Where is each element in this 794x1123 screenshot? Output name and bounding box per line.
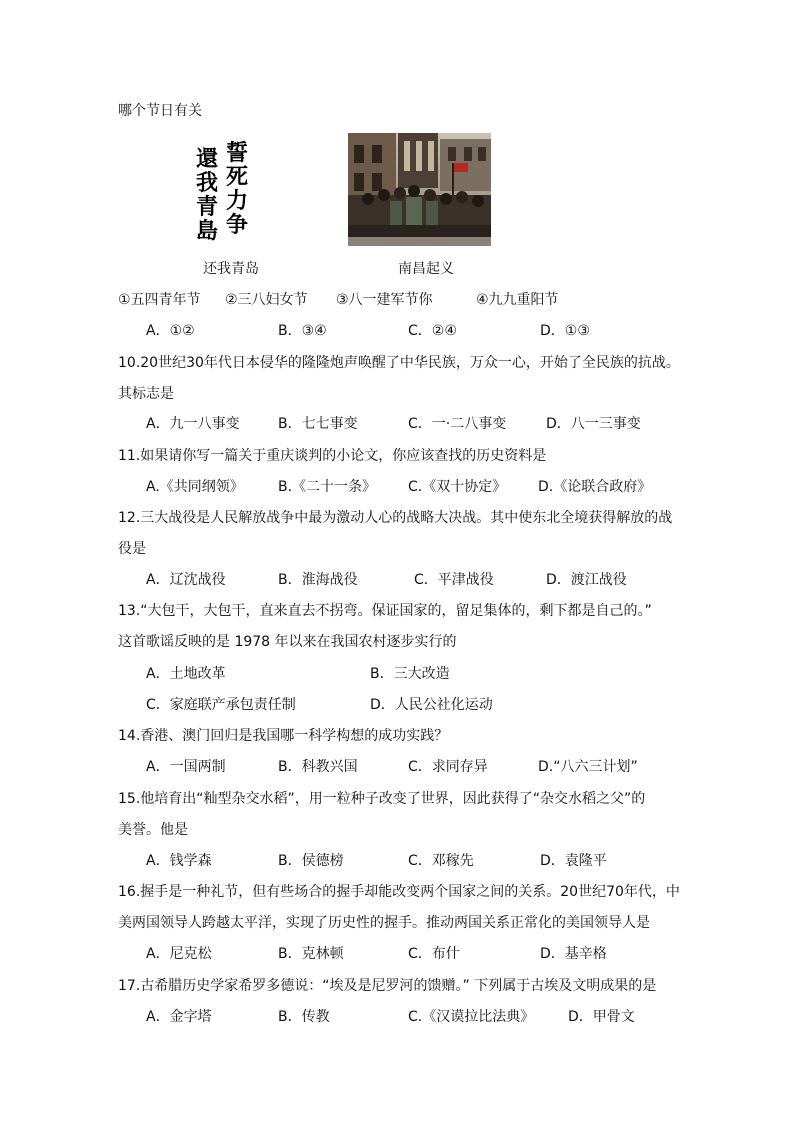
calligraphy-image bbox=[190, 138, 252, 244]
q13-option-b[interactable]: B．三大改造 bbox=[370, 666, 450, 682]
calligraphy-char: 我 bbox=[195, 170, 219, 196]
q17-stem: 17.古希腊历史学家希罗多德说：“埃及是尼罗河的馈赠。” 下列属于古埃及文明成果的是 bbox=[118, 978, 657, 994]
q16-option-a[interactable]: A．尼克松 bbox=[146, 946, 212, 962]
q14-option-b[interactable]: B．科教兴国 bbox=[278, 759, 358, 775]
q17-option-a[interactable]: A．金字塔 bbox=[146, 1009, 212, 1025]
calligraphy-char: 青 bbox=[195, 194, 219, 220]
q12-stem-line2: 役是 bbox=[118, 541, 146, 557]
q16-option-b[interactable]: B．克林顿 bbox=[278, 946, 344, 962]
q15-stem-line2: 美誉。他是 bbox=[118, 822, 188, 838]
q15-option-b[interactable]: B．侯德榜 bbox=[278, 853, 344, 869]
calligraphy-char: 力 bbox=[225, 188, 249, 214]
calligraphy-char: 死 bbox=[225, 164, 249, 190]
q16-option-c[interactable]: C．布什 bbox=[408, 946, 460, 962]
q16-stem-line1: 16.握手是一种礼节，但有些场合的握手却能改变两个国家之间的关系。20世纪70年代，中 bbox=[118, 884, 680, 900]
q17-option-d[interactable]: D．甲骨文 bbox=[568, 1009, 635, 1025]
q10-stem-line2: 其标志是 bbox=[118, 386, 174, 402]
caption-huan-wo-qingdao: 还我青岛 bbox=[203, 261, 259, 277]
q10-option-d[interactable]: D．八一三事变 bbox=[546, 416, 641, 432]
q12-option-d[interactable]: D．渡江战役 bbox=[546, 572, 627, 588]
q10-stem-line1: 10.20世纪30年代日本侵华的隆隆炮声唤醒了中华民族，万众一心，开始了全民族的抗战。 bbox=[118, 355, 680, 371]
q15-stem-line1: 15.他培育出“籼型杂交水稻”，用一粒种子改变了世界，因此获得了“杂交水稻之父”的 bbox=[118, 791, 646, 807]
calligraphy-char: 島 bbox=[195, 218, 219, 244]
q13-option-d[interactable]: D．人民公社化运动 bbox=[370, 697, 493, 713]
q17-option-c[interactable]: C.《汉谟拉比法典》 bbox=[408, 1009, 535, 1025]
q16-stem-line2: 美两国领导人跨越太平洋，实现了历史性的握手。推动两国关系正常化的美国领导人是 bbox=[118, 915, 650, 931]
q11-option-b[interactable]: B.《二十一条》 bbox=[278, 479, 377, 495]
q9-statement-2: ②三八妇女节 bbox=[225, 292, 308, 308]
q12-stem-line1: 12.三大战役是人民解放战争中最为激动人心的战略大决战。其中使东北全境获得解放的战 bbox=[118, 510, 673, 526]
q15-option-d[interactable]: D．袁隆平 bbox=[540, 853, 607, 869]
q10-option-a[interactable]: A．九一八事变 bbox=[146, 416, 240, 432]
q13-stem-line1: 13.“大包干，大包干，直来直去不拐弯。保证国家的，留足集体的，剩下都是自己的。” bbox=[118, 603, 652, 619]
q15-option-a[interactable]: A．钱学森 bbox=[146, 853, 212, 869]
q14-stem: 14.香港、澳门回归是我国哪一科学构想的成功实践？ bbox=[118, 728, 449, 744]
q13-option-c[interactable]: C．家庭联产承包责任制 bbox=[146, 697, 296, 713]
q14-option-a[interactable]: A．一国两制 bbox=[146, 759, 226, 775]
q11-option-d[interactable]: D.《论联合政府》 bbox=[538, 479, 652, 495]
q11-stem: 11.如果请你写一篇关于重庆谈判的小论文，你应该查找的历史资料是 bbox=[118, 448, 547, 464]
q17-option-b[interactable]: B．传教 bbox=[278, 1009, 330, 1025]
q9-option-d[interactable]: D．①③ bbox=[540, 323, 590, 339]
q14-option-d[interactable]: D.“八六三计划” bbox=[538, 759, 638, 775]
caption-nanchang-uprising: 南昌起义 bbox=[398, 261, 454, 277]
q12-option-a[interactable]: A．辽沈战役 bbox=[146, 572, 226, 588]
q9-option-c[interactable]: C．②④ bbox=[408, 323, 457, 339]
q11-option-a[interactable]: A.《共同纲领》 bbox=[146, 479, 244, 495]
q11-option-c[interactable]: C.《双十协定》 bbox=[408, 479, 507, 495]
q14-option-c[interactable]: C．求同存异 bbox=[408, 759, 488, 775]
calligraphy-char: 還 bbox=[195, 146, 219, 172]
q10-option-c[interactable]: C．一·二八事变 bbox=[408, 416, 507, 432]
q9-statement-3: ③八一建军节你 bbox=[336, 292, 433, 308]
q10-option-b[interactable]: B．七七事变 bbox=[278, 416, 358, 432]
calligraphy-char: 誓 bbox=[225, 140, 249, 166]
q15-option-c[interactable]: C．邓稼先 bbox=[408, 853, 474, 869]
q9-option-a[interactable]: A．①② bbox=[146, 323, 195, 339]
q12-option-c[interactable]: C．平津战役 bbox=[414, 572, 494, 588]
nanchang-uprising-painting bbox=[348, 133, 491, 246]
q13-stem-line2: 这首歌谣反映的是 1978 年以来在我国农村逐步实行的 bbox=[118, 634, 457, 650]
q16-option-d[interactable]: D．基辛格 bbox=[540, 946, 607, 962]
q9-option-b[interactable]: B．③④ bbox=[278, 323, 327, 339]
q13-option-a[interactable]: A．土地改革 bbox=[146, 666, 226, 682]
q12-option-b[interactable]: B．淮海战役 bbox=[278, 572, 358, 588]
q9-statement-1: ①五四青年节 bbox=[118, 292, 201, 308]
calligraphy-char: 争 bbox=[225, 212, 249, 238]
q9-statement-4: ④九九重阳节 bbox=[476, 292, 559, 308]
intro-text: 哪个节日有关 bbox=[118, 103, 202, 119]
